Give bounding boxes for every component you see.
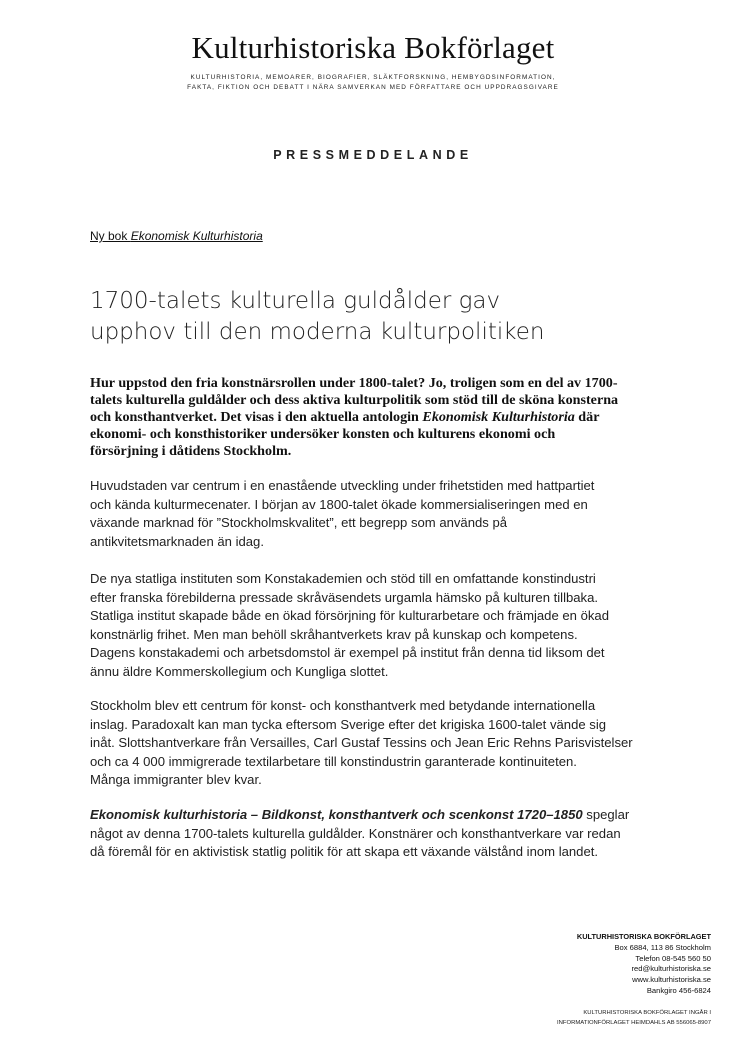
paragraph-line: växande marknad för ”Stockholmskvalitet”, ett begrepp som används på bbox=[90, 515, 508, 531]
new-book-prefix: Ny bok bbox=[90, 229, 131, 243]
paragraph-line: efter franska förebilderna pressade skråväsendets urgamla hämsko på kulturen tillbaka. bbox=[90, 589, 599, 605]
paragraph-line: då föremål för en aktivistisk statlig politik för att skapa ett växande välstånd inom landet. bbox=[90, 844, 599, 860]
body-paragraph-1 bbox=[90, 477, 690, 551]
contact-website: www.kulturhistoriska.se bbox=[632, 975, 711, 985]
contact-address: Box 6884, 113 86 Stockholm bbox=[614, 942, 711, 952]
paragraph-line: Statliga institut skapade både en ökad försörjning för kulturarbetare och främjade en ökad bbox=[90, 608, 609, 624]
headline bbox=[90, 286, 670, 348]
lead-line-3 bbox=[90, 409, 670, 426]
contact-phone: Telefon 08-545 560 50 bbox=[635, 953, 711, 963]
paragraph-line: och kända kulturmecenater. I början av 1800-talet ökade kommersialiseringen med en bbox=[90, 496, 588, 512]
paragraph-line: antikvitetsmarknaden än idag. bbox=[90, 533, 264, 549]
book-full-title: Ekonomisk kulturhistoria – Bildkonst, konsthantverk och scenkonst 1720–1850 bbox=[90, 807, 583, 822]
footer-line-2: INFORMATIONFÖRLAGET HEIMDAHLS AB 556065-8907 bbox=[557, 1020, 711, 1026]
paragraph-line: Stockholm blev ett centrum för konst- och konsthantverk med betydande internationella bbox=[90, 698, 596, 713]
paragraph-line: Många immigranter blev kvar. bbox=[90, 772, 262, 788]
headline-line-2: upphov till den moderna kulturpolitiken bbox=[90, 319, 545, 345]
paragraph-line bbox=[90, 806, 690, 825]
lead-book-title: Ekonomisk Kulturhistoria bbox=[422, 409, 575, 425]
paragraph-line: konstnärlig frihet. Men man behöll skråhantverkets krav på kunskap och kompetens. bbox=[90, 626, 578, 642]
publisher-name: Kulturhistoriska Bokförlaget bbox=[191, 30, 555, 65]
lead-paragraph bbox=[90, 375, 670, 460]
contact-block bbox=[577, 932, 711, 997]
headline-line-1: 1700-talets kulturella guldålder gav bbox=[90, 288, 501, 314]
paragraph-line: något av denna 1700-talets kulturella guldålder. Konstnärer och konsthantverkare var redan bbox=[90, 825, 621, 841]
body-paragraph-2 bbox=[90, 570, 690, 682]
lead-line-1: Hur uppstod den fria konstnärsrollen under 1800-talet? Jo, troligen som en del av 1700- bbox=[90, 375, 618, 391]
footer bbox=[557, 1008, 711, 1028]
body-paragraph-4 bbox=[90, 806, 690, 862]
lead-line-4: ekonomi- och konsthistoriker undersöker konsten och kulturens ekonomi och bbox=[90, 426, 556, 442]
press-release-label: PRESSMEDDELANDE bbox=[273, 148, 473, 162]
publisher-tagline-line-1: KULTURHISTORIA, MEMOARER, BIOGRAFIER, SLÄKTFORSKNING, HEMBYGDSINFORMATION, bbox=[190, 74, 556, 81]
contact-name: KULTURHISTORISKA BOKFÖRLAGET bbox=[576, 932, 711, 941]
lead-line-5: försörjning i dåtidens Stockholm. bbox=[90, 443, 292, 459]
new-book-title: Ekonomisk Kulturhistoria bbox=[130, 229, 263, 243]
lead-line-2: talets kulturella guldålder och dess aktiva kulturpolitik som stöd till de sköna konsterna bbox=[90, 392, 619, 408]
paragraph-line: Dagens konstakademi och arbetsdomstol är exempel på institut från denna tid liksom det bbox=[90, 645, 605, 661]
paragraph-line: inåt. Slottshantverkare från Versailles, Carl Gustaf Tessins och Jean Eric Rehns Parisvistelser bbox=[90, 735, 633, 751]
footer-line-1: KULTURHISTORISKA BOKFÖRLAGET INGÅR I bbox=[583, 1010, 711, 1016]
paragraph-line: De nya statliga instituten som Konstakademien och stöd till en omfattande konstindustri bbox=[90, 571, 596, 586]
lead-line-3-text: och konsthantverket. Det visas i den aktuella antologin bbox=[90, 409, 423, 425]
paragraph-line: och ca 4 000 immigrerade textilarbetare till konstindustrin garanterade kontinuiteten. bbox=[90, 753, 577, 769]
paragraph-line: inslag. Paradoxalt kan man tycka eftersom Sverige efter det krigiska 1600-talet vände sig bbox=[90, 716, 607, 732]
book-title-continuation: speglar bbox=[582, 807, 630, 822]
contact-email: red@kulturhistoriska.se bbox=[631, 964, 711, 974]
paragraph-line: ännu äldre Kommerskollegium och Kungliga slottet. bbox=[90, 663, 389, 679]
new-book-line bbox=[90, 229, 263, 243]
contact-bankgiro: Bankgiro 456-6824 bbox=[646, 985, 711, 995]
body-paragraph-3 bbox=[90, 697, 690, 790]
publisher-tagline-line-2: FAKTA, FIKTION OCH DEBATT I NÄRA SAMVERKAN MED FÖRFATTARE OCH UPPDRAGSGIVARE bbox=[187, 84, 559, 91]
paragraph-line: Huvudstaden var centrum i en enastående utveckling under frihetstiden med hattpartiet bbox=[90, 478, 595, 493]
lead-after-title: där bbox=[574, 409, 600, 425]
